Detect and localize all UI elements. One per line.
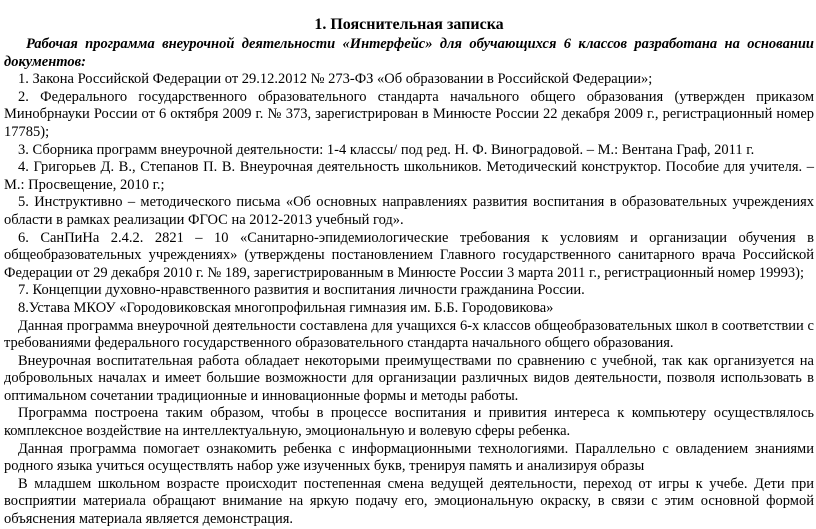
paragraph-standard: 2. Федерального государственного образовательного стандарта начального общего образования (утвержден приказом Минобрнауки России от 6 октября 2009 г. № 373, зарегистрирован в Минюсте России 22 декабря 2009 г., регистрационный номер 17785); [4,88,814,140]
paragraph-grigoriev: 4. Григорьев Д. В., Степанов П. В. Внеурочная деятельность школьников. Методический конструктор. Пособие для учителя. – М.: Просвещение, 2010 г.; [4,159,814,193]
paragraph-instructive-letter: 5. Инструктивно – методического письма «Об основных направлениях развития воспитания в образовательных учреждениях области в рамках реализации ФГОС на 2012-2013 учебный год». [4,194,814,228]
paragraph-program-composed: Данная программа внеурочной деятельности составлена для учащихся 6-х классов общеобразовательных школ в соответствии с требованиями федерального государственного образовательного стандарта начального общего образования. [4,317,814,352]
paragraph-concept: 7. Концепции духовно-нравственного развития и воспитания личности гражданина России. [18,282,585,299]
paragraph-sanpin: 6. СанПиНа 2.4.2. 2821 – 10 «Санитарно-эпидемиологические требования к условиям и организации обучения в общеобразовательных учреждениях» (утверждены постановлением Главного государственного санитарного врача Российской Федерации от 29 декабря 2010 г. № 189, зарегистрированным в Минюсте России 3 марта 2011 г., регистрационный номер 19993); [4,229,814,281]
paragraph-charter: 8.Устава МКОУ «Городовиковская многопрофильная гимназия им. Б.Б. Городовикова» [18,299,554,316]
intro-paragraph: Рабочая программа внеурочной деятельности «Интерфейс» для обучающихся 6 классов разработана на основании документов: [4,36,814,70]
paragraph-collection: 3. Сборника программ внеурочной деятельности: 1-4 классы/ под ред. Н. Ф. Виноградовой. – М.: Вентана Граф, 2011 г. [18,141,755,158]
paragraph-law: 1. Закона Российской Федерации от 29.12.2012 № 273-ФЗ «Об образовании в Российской Федерации»; [18,71,653,88]
paragraph-junior-age: В младшем школьном возрасте происходит постепенная смена ведущей деятельности, переход от игры к учебе. Дети при восприятии материала обращают внимание на яркую подачу его, эмоциональную окраску, в связи с этим основной формой объяснения материала является демонстрация. [4,475,814,528]
document-page [0,16,816,528]
paragraph-program-helps: Данная программа помогает ознакомить ребенка с информационными технологиями. Параллельно с овладением знаниями родного языка учиться осуществлять набор уже изученных букв, тренируя память и анализируя образы [4,440,814,475]
paragraph-program-built: Программа построена таким образом, чтобы в процессе воспитания и привития интереса к компьютеру осуществлялось комплексное воздействие на интеллектуальную, эмоциональную и волевую сферы ребенка. [4,405,814,440]
paragraph-extracurricular: Внеурочная воспитательная работа обладает некоторыми преимуществами по сравнению с учебной, так как организуется на добровольных началах и имеет большие возможности для организации различных видов деятельности, позволя использовать в оптимальном сочетании традиционные и инновационные формы и методы работы. [4,352,814,404]
document-title: 1. Пояснительная записка [314,16,504,33]
